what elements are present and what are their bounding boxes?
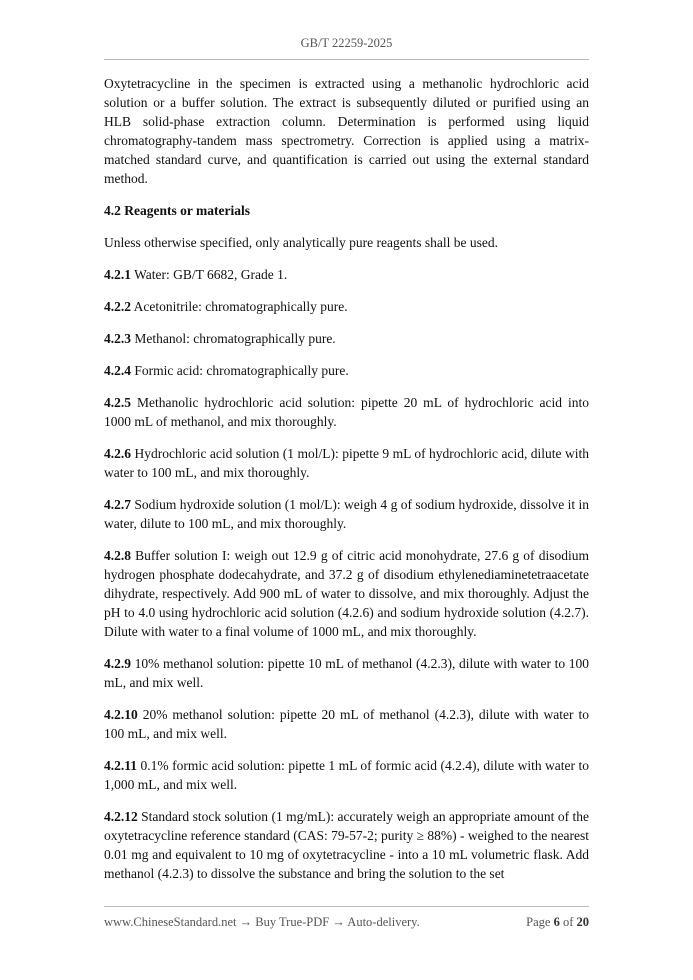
clause-4-2-2 — [104, 297, 589, 316]
header-divider — [104, 59, 589, 60]
section-heading: 4.2 Reagents or materials — [104, 203, 250, 218]
clause-text: Standard stock solution (1 mg/mL): accurately weigh an appropriate amount of the oxytetracycline reference standard (CAS: 79-57-2; purity ≥ 88%) - weighed to the nearest 0.01 mg and equivalent to 10 mg of oxytetracycline - into a 10 mL volumetric flask. Add methanol (4.2.3) to dissolve the substance and bring the solution to the set — [104, 809, 589, 881]
clause-text: Water: GB/T 6682, Grade 1. — [131, 267, 288, 282]
page-indicator — [526, 915, 589, 930]
clause-4-2-8 — [104, 546, 589, 641]
clause-number: 4.2.7 — [104, 497, 131, 512]
clause-number: 4.2.9 — [104, 656, 131, 671]
clause-number: 4.2.12 — [104, 809, 138, 824]
clause-text: 10% methanol solution: pipette 10 mL of methanol (4.2.3), dilute with water to 100 mL, and mix well. — [104, 656, 589, 690]
clause-text: Methanolic hydrochloric acid solution: pipette 20 mL of hydrochloric acid into 1000 mL of methanol, and mix thoroughly. — [104, 395, 589, 429]
clause-4-2-7 — [104, 495, 589, 533]
clause-4-2-6 — [104, 444, 589, 482]
clause-text: 20% methanol solution: pipette 20 mL of methanol (4.2.3), dilute with water to 100 mL, and mix well. — [104, 707, 589, 741]
clause-number: 4.2.1 — [104, 267, 131, 282]
clause-number: 4.2.11 — [104, 758, 138, 773]
clause-4-2-10 — [104, 705, 589, 743]
page-content — [104, 74, 589, 896]
section-intro: Unless otherwise specified, only analytically pure reagents shall be used. — [104, 235, 499, 250]
clause-text: Methanol: chromatographically pure. — [131, 331, 336, 346]
clause-number: 4.2.8 — [104, 548, 131, 563]
clause-4-2-3 — [104, 329, 589, 348]
clause-4-2-9 — [104, 654, 589, 692]
clause-text: Buffer solution I: weigh out 12.9 g of citric acid monohydrate, 27.6 g of disodium hydrogen phosphate dodecahydrate, and 37.2 g of disodium ethylenediaminetetraacetate dihydrate, respectively. Add 900 mL of water to dissolve, and mix thoroughly. Adjust the pH to 4.0 using hydrochloric acid solution (4.2.6) and sodium hydroxide solution (4.2.7). Dilute with water to a final volume of 1000 mL, and mix thoroughly. — [104, 548, 589, 639]
clause-4-2-4 — [104, 361, 589, 380]
clause-4-2-12 — [104, 807, 589, 883]
clause-text: Sodium hydroxide solution (1 mol/L): weigh 4 g of sodium hydroxide, dissolve it in water, dilute to 100 mL, and mix thoroughly. — [104, 497, 589, 531]
clause-number: 4.2.6 — [104, 446, 131, 461]
clause-text: Acetonitrile: chromatographically pure. — [131, 299, 348, 314]
intro-paragraph: Oxytetracycline in the specimen is extracted using a methanolic hydrochloric acid solution or a buffer solution. The extract is subsequently diluted or purified using an HLB solid-phase extraction column. Determination is performed using liquid chromatography-tandem mass spectrometry. Correction is applied using a matrix-matched standard curve, and quantification is carried out using the external standard method. — [104, 76, 589, 186]
page-total: 20 — [576, 915, 589, 929]
page-current: 6 — [553, 915, 560, 929]
clause-text: Hydrochloric acid solution (1 mol/L): pipette 9 mL of hydrochloric acid, dilute with water to 100 mL, and mix thoroughly. — [104, 446, 589, 480]
page-header: GB/T 22259-2025 — [300, 36, 393, 50]
footer-divider — [104, 906, 589, 907]
clause-number: 4.2.2 — [104, 299, 131, 314]
clause-4-2-11 — [104, 756, 589, 794]
clause-4-2-5 — [104, 393, 589, 431]
clause-number: 4.2.3 — [104, 331, 131, 346]
page-label: Page — [526, 915, 551, 929]
clause-number: 4.2.10 — [104, 707, 138, 722]
clause-4-2-1 — [104, 265, 589, 284]
footer-link[interactable]: www.ChineseStandard.net → Buy True-PDF → Auto-delivery. — [104, 915, 420, 929]
clause-number: 4.2.4 — [104, 363, 131, 378]
clause-text: 0.1% formic acid solution: pipette 1 mL of formic acid (4.2.4), dilute with water to 1,000 mL, and mix well. — [104, 758, 589, 792]
clause-number: 4.2.5 — [104, 395, 131, 410]
clause-text: Formic acid: chromatographically pure. — [131, 363, 349, 378]
page-of: of — [562, 915, 574, 929]
